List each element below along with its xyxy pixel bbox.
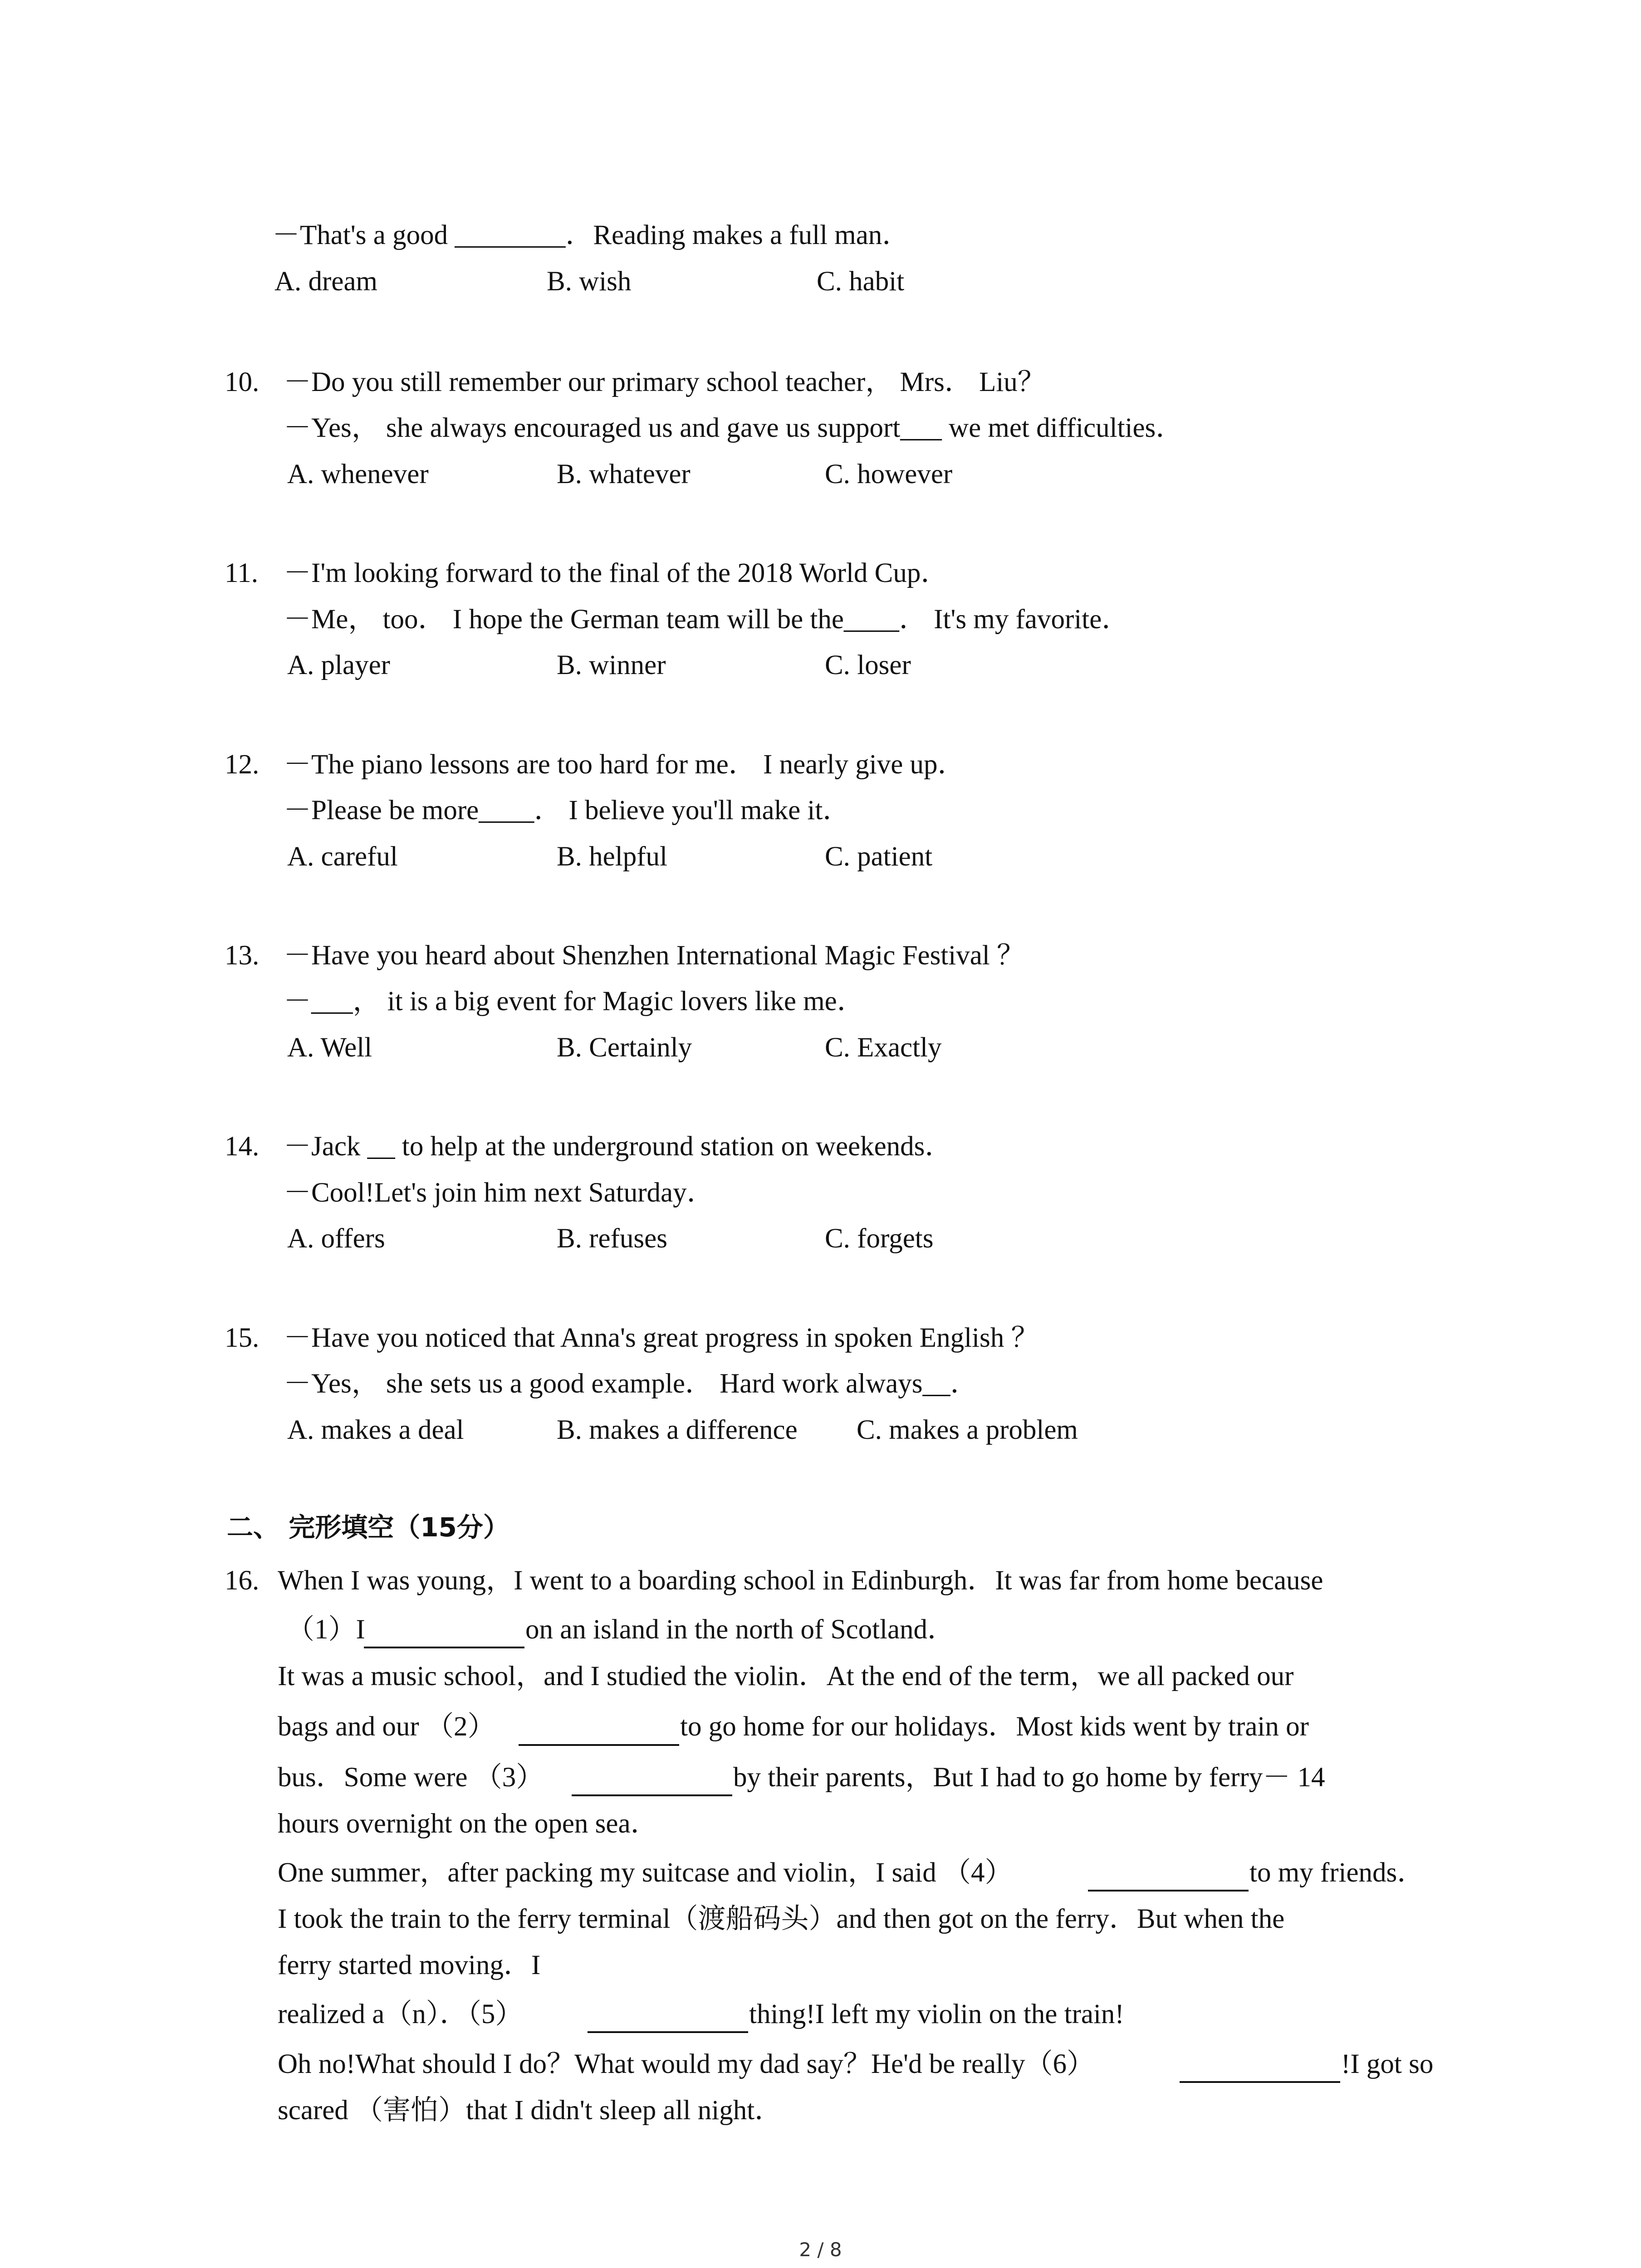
option-b: B. whatever — [557, 459, 691, 489]
passage-line: One summer，after packing my suitcase and violin，I said （4） — [278, 1857, 1013, 1888]
page-number: 2 / 8 — [799, 2239, 842, 2261]
section-title: 二、 完形填空（15分） — [227, 1512, 509, 1543]
question-line: －Have you noticed that Anna's great progress in spoken English ？ — [284, 1323, 1039, 1353]
option-c: C. loser — [825, 650, 911, 680]
question-number: 12. — [225, 749, 260, 780]
question-line: －I'm looking forward to the final of the 2018 World Cup． — [284, 558, 949, 588]
passage-line: It was a music school，and I studied the violin．At the end of the term，we all packed our — [278, 1661, 1294, 1691]
question-line: －Please be more____． I believe you'll make it． — [284, 795, 851, 826]
question-number: 11. — [225, 558, 258, 588]
option-c: C. patient — [825, 841, 933, 872]
question-line: －Jack __ to help at the underground station on weekends． — [284, 1131, 953, 1162]
passage-line: bus．Some were （3） — [278, 1762, 544, 1793]
partial-question-line: －That's a good ________．Reading makes a full man． — [272, 220, 910, 250]
partial-option-a: A. dream — [274, 266, 377, 297]
passage-line: ferry started moving．I — [278, 1950, 541, 1980]
option-b: B. makes a difference — [557, 1415, 798, 1445]
option-a: A. whenever — [287, 459, 429, 489]
option-c: C. forgets — [825, 1223, 934, 1254]
option-a: A. careful — [287, 841, 398, 872]
question-line: －Have you heard about Shenzhen International Magic Festival ？ — [284, 940, 1024, 971]
option-b: B. helpful — [557, 841, 667, 872]
passage-line: When I was young，I went to a boarding school in Edinburgh．It was far from home because — [278, 1565, 1323, 1596]
passage-line: !I got so — [1341, 2049, 1434, 2079]
blank-1[interactable] — [364, 1647, 524, 1648]
partial-option-b: B. wish — [547, 266, 632, 297]
blank-4[interactable] — [1088, 1890, 1249, 1892]
question-number: 14. — [225, 1131, 260, 1162]
question-line: －Do you still remember our primary school teacher， Mrs． Liu？ — [284, 367, 1045, 397]
passage-line: thing!I left my violin on the train! — [749, 1999, 1124, 2029]
passage-line: to go home for our holidays．Most kids went by train or — [680, 1711, 1309, 1742]
blank-6[interactable] — [1180, 2081, 1340, 2083]
blank-2[interactable] — [519, 1744, 679, 1746]
question-number: 10. — [225, 367, 260, 397]
passage-line: Oh no!What should I do？What would my dad say？He'd be really（6） — [278, 2049, 1094, 2079]
question-line: －Yes， she sets us a good example． Hard work always__． — [284, 1369, 978, 1399]
option-b: B. Certainly — [557, 1032, 692, 1063]
question-number: 15. — [225, 1323, 260, 1353]
question-line: －The piano lessons are too hard for me． I nearly give up． — [284, 749, 965, 780]
question-line: －Yes， she always encouraged us and gave us support___ we met difficulties． — [284, 413, 1184, 443]
passage-line: I took the train to the ferry terminal（渡船码头）and then got on the ferry．But when the — [278, 1904, 1285, 1934]
option-c: C. Exactly — [825, 1032, 942, 1063]
question-line: －___， it is a big event for Magic lovers like me． — [284, 986, 865, 1017]
passage-line: （1）I — [287, 1614, 365, 1645]
question-line: －Me， too． I hope the German team will be the____． It's my favorite． — [284, 604, 1130, 635]
passage-line: bags and our （2） — [278, 1711, 495, 1742]
question-number: 13. — [225, 940, 260, 971]
option-c: C. however — [825, 459, 953, 489]
passage-line: hours overnight on the open sea． — [278, 1809, 658, 1839]
question-number: 16. — [225, 1565, 260, 1596]
option-c: C. makes a problem — [857, 1415, 1078, 1445]
passage-line: on an island in the north of Scotland． — [525, 1614, 955, 1645]
passage-line: to my friends． — [1249, 1857, 1425, 1888]
option-a: A. offers — [287, 1223, 385, 1254]
partial-option-c: C. habit — [817, 266, 905, 297]
option-a: A. Well — [287, 1032, 372, 1063]
blank-3[interactable] — [572, 1794, 732, 1796]
option-b: B. refuses — [557, 1223, 667, 1254]
passage-line: realized a（n）．（5） — [278, 1999, 523, 2029]
question-line: －Cool!Let's join him next Saturday． — [284, 1178, 715, 1208]
option-a: A. player — [287, 650, 390, 680]
passage-line: scared （害怕）that I didn't sleep all night． — [278, 2095, 783, 2126]
blank-5[interactable] — [588, 2031, 748, 2033]
option-a: A. makes a deal — [287, 1415, 464, 1445]
option-b: B. winner — [557, 650, 666, 680]
passage-line: by their parents，But I had to go home by ferry－ 14 — [733, 1762, 1325, 1793]
